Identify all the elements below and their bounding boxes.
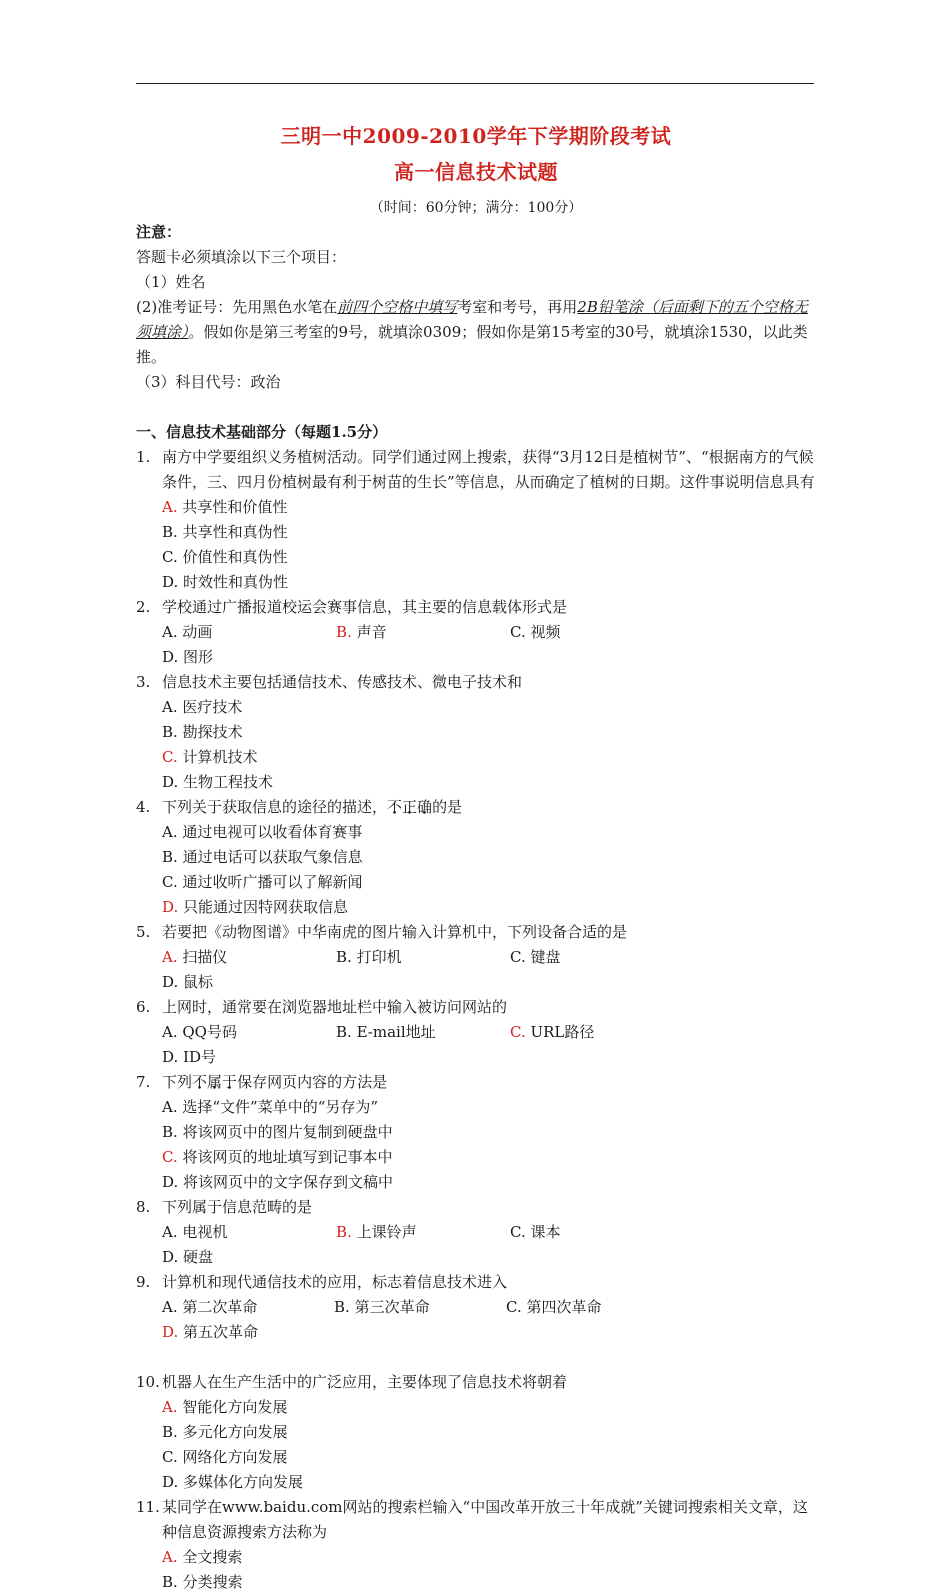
option-key: C. — [162, 873, 178, 891]
question-number: 11. — [136, 1498, 160, 1516]
option-b — [162, 720, 512, 745]
option-list — [136, 1020, 816, 1070]
option-key: C. — [510, 1023, 526, 1041]
option-text: 将该网页中的文字保存到文稿中 — [178, 1173, 394, 1191]
option-text: 计算机技术 — [177, 748, 258, 766]
option-key: D. — [162, 973, 179, 991]
option-c — [510, 945, 684, 970]
option-key: D. — [162, 1048, 179, 1066]
option-text: 时效性和真伪性 — [178, 573, 289, 591]
exam-title: 三明一中2009-2010学年下学期阶段考试 — [280, 124, 672, 148]
option-text: ID号 — [178, 1048, 216, 1066]
option-text: 生物工程技术 — [178, 773, 274, 791]
exam-page — [136, 118, 816, 1595]
question-number: 1. — [136, 448, 151, 466]
exam-time-info: （时间：60分钟；满分：100分） — [369, 200, 583, 216]
option-text: 视频 — [525, 623, 561, 641]
question-list — [136, 445, 816, 1595]
option-a — [162, 1220, 336, 1245]
option-key: A. — [162, 623, 178, 641]
option-key: C. — [510, 948, 526, 966]
option-text: 第二次革命 — [177, 1298, 258, 1316]
option-list — [136, 620, 816, 670]
option-text: 通过收听广播可以了解新闻 — [177, 873, 363, 891]
option-d — [162, 1320, 334, 1345]
option-list — [136, 1220, 816, 1270]
option-text: 将该网页中的图片复制到硬盘中 — [177, 1123, 393, 1141]
option-key: D. — [162, 773, 179, 791]
option-text: 智能化方向发展 — [177, 1398, 288, 1416]
option-key: D. — [162, 573, 179, 591]
option-list — [136, 820, 816, 920]
option-key: B. — [336, 948, 352, 966]
option-text: 鼠标 — [178, 973, 214, 991]
header-rule — [136, 83, 814, 84]
option-d — [162, 970, 336, 995]
option-b — [162, 1420, 512, 1445]
option-text: 医疗技术 — [177, 698, 243, 716]
option-key: D. — [162, 898, 179, 916]
option-list — [136, 695, 816, 795]
option-key: A. — [162, 698, 178, 716]
option-c — [162, 545, 512, 570]
question-text: 信息技术主要包括通信技术、传感技术、微电子技术和 — [162, 673, 523, 691]
option-text: 图形 — [178, 648, 214, 666]
question-emphasis: 不正确 — [387, 798, 433, 816]
option-c — [162, 870, 512, 895]
exam-subtitle: 高一信息技术试题 — [394, 160, 558, 184]
option-text: 共享性和价值性 — [177, 498, 288, 516]
option-key: A. — [162, 948, 178, 966]
option-key: B. — [162, 848, 178, 866]
option-key: A. — [162, 498, 178, 516]
option-key: A. — [162, 1548, 178, 1566]
question-6 — [136, 995, 816, 1070]
option-key: B. — [162, 1573, 178, 1591]
option-d — [162, 570, 512, 595]
notice-item-2-text-a: (2)准考证号：先用黑色水笔在 — [136, 298, 338, 316]
option-key: B. — [334, 1298, 350, 1316]
question-text: 下列属于信息范畴的是 — [162, 1198, 313, 1216]
option-b — [336, 620, 510, 645]
option-d — [162, 1245, 336, 1270]
question-text: 某同学在www.baidu.com网站的搜索栏输入“中国改革开放三十年成就”关键词搜索相关文章，这种信息资源搜索方法称为 — [162, 1498, 808, 1541]
option-a — [162, 945, 336, 970]
option-d — [162, 770, 512, 795]
option-key: C. — [510, 623, 526, 641]
option-key: C. — [162, 1448, 178, 1466]
option-text: 打印机 — [351, 948, 402, 966]
notice-item-2-text-b: 考室和考号，再用 — [457, 298, 578, 316]
notice-item-3: （3）科目代号：政治 — [136, 373, 281, 391]
option-text: 共享性和真伪性 — [177, 523, 288, 541]
option-list — [136, 1295, 816, 1345]
option-text: 价值性和真伪性 — [177, 548, 288, 566]
option-list — [136, 1395, 816, 1495]
question-number: 3. — [136, 673, 151, 691]
question-number: 10. — [136, 1373, 160, 1391]
question-text: 上网时，通常要在浏览器地址栏中输入被访问网站的 — [162, 998, 508, 1016]
question-5 — [136, 920, 816, 995]
question-3 — [136, 670, 816, 795]
option-key: B. — [336, 1023, 352, 1041]
option-text: 上课铃声 — [351, 1223, 417, 1241]
question-text — [162, 1070, 816, 1095]
option-text: 课本 — [525, 1223, 561, 1241]
option-key: C. — [162, 748, 178, 766]
option-c — [162, 1445, 512, 1470]
option-text: 通过电话可以获取气象信息 — [177, 848, 363, 866]
option-key: A. — [162, 1398, 178, 1416]
option-key: D. — [162, 1473, 179, 1491]
question-text-b: 的是 — [432, 798, 463, 816]
option-c — [506, 1295, 678, 1320]
option-d — [162, 895, 512, 920]
option-key: A. — [162, 823, 178, 841]
option-c — [510, 1220, 684, 1245]
option-text: 第五次革命 — [178, 1323, 259, 1341]
option-a — [162, 495, 512, 520]
notice-item-2-underline-2: 2B铅笔涂（后面剩下的五个空格无须填涂） — [136, 298, 808, 341]
option-key: D. — [162, 1173, 179, 1191]
question-number: 5. — [136, 923, 151, 941]
option-text: 将该网页的地址填写到记事本中 — [177, 1148, 393, 1166]
question-text: 南方中学要组织义务植树活动。同学们通过网上搜索，获得“3月12日是植树节”、“根据南方的气候条件，三、四月份植树最有利于树苗的生长”等信息，从而确定了植树的日期。这件事说明信息具有 — [162, 448, 815, 491]
question-text-b: 保存网页内容的方法是 — [237, 1073, 388, 1091]
option-text: 扫描仪 — [177, 948, 228, 966]
option-text: E-mail地址 — [351, 1023, 436, 1041]
option-key: A. — [162, 1098, 178, 1116]
question-text-a: 下列 — [162, 1073, 193, 1091]
option-text: 多元化方向发展 — [177, 1423, 288, 1441]
option-text: 第三次革命 — [349, 1298, 430, 1316]
option-key: D. — [162, 1248, 179, 1266]
option-text: 键盘 — [525, 948, 561, 966]
question-text-a: 下列关于获取信息的途径的描述， — [162, 798, 388, 816]
option-b — [162, 845, 512, 870]
option-key: B. — [162, 1123, 178, 1141]
notice-item-2 — [136, 295, 816, 370]
option-c — [510, 1020, 684, 1045]
option-text: 第四次革命 — [521, 1298, 602, 1316]
option-a — [162, 695, 512, 720]
option-b — [162, 520, 512, 545]
notice-item-2-underline-1: 前四个空格中填写 — [337, 298, 458, 316]
option-c — [510, 620, 684, 645]
option-a — [162, 620, 336, 645]
option-text: QQ号码 — [177, 1023, 237, 1041]
option-list — [136, 945, 816, 995]
option-key: D. — [162, 1323, 179, 1341]
question-number: 8. — [136, 1198, 151, 1216]
question-text: 若要把《动物图谱》中华南虎的图片输入计算机中，下列设备合适的是 — [162, 923, 628, 941]
option-list — [136, 495, 816, 595]
option-text: URL路径 — [525, 1023, 595, 1041]
option-text: 电视机 — [177, 1223, 228, 1241]
option-b — [336, 1220, 510, 1245]
option-text: 多媒体化方向发展 — [178, 1473, 304, 1491]
option-key: A. — [162, 1223, 178, 1241]
question-number: 9. — [136, 1273, 151, 1291]
option-key: C. — [506, 1298, 522, 1316]
option-a — [162, 1020, 336, 1045]
option-text: 网络化方向发展 — [177, 1448, 288, 1466]
question-9 — [136, 1270, 816, 1345]
option-key: D. — [162, 648, 179, 666]
question-2 — [136, 595, 816, 670]
question-4 — [136, 795, 816, 920]
option-b — [162, 1120, 512, 1145]
option-key: A. — [162, 1023, 178, 1041]
option-c — [162, 1145, 512, 1170]
option-text: 硬盘 — [178, 1248, 214, 1266]
question-text: 计算机和现代通信技术的应用，标志着信息技术进入 — [162, 1273, 508, 1291]
question-10 — [136, 1370, 816, 1495]
option-text: 选择“文件”菜单中的“另存为” — [177, 1098, 379, 1116]
option-b — [336, 945, 510, 970]
option-d — [162, 1170, 512, 1195]
option-c — [162, 745, 512, 770]
option-text: 勘探技术 — [177, 723, 243, 741]
option-text: 声音 — [351, 623, 387, 641]
question-number: 4. — [136, 798, 151, 816]
option-a — [162, 1295, 334, 1320]
question-1 — [136, 445, 816, 595]
option-text: 全文搜索 — [177, 1548, 243, 1566]
question-7 — [136, 1070, 816, 1195]
question-number: 2. — [136, 598, 151, 616]
option-key: B. — [162, 1423, 178, 1441]
option-list — [136, 1095, 816, 1195]
option-key: C. — [162, 1148, 178, 1166]
question-number: 6. — [136, 998, 151, 1016]
option-key: B. — [336, 1223, 352, 1241]
option-a — [162, 1545, 512, 1570]
question-emphasis: 不属于 — [192, 1073, 238, 1091]
option-text: 通过电视可以收看体育赛事 — [177, 823, 363, 841]
option-text: 动画 — [177, 623, 213, 641]
option-b — [336, 1020, 510, 1045]
question-11 — [136, 1495, 816, 1595]
option-key: A. — [162, 1298, 178, 1316]
option-d — [162, 1470, 512, 1495]
option-key: B. — [336, 623, 352, 641]
question-number: 7. — [136, 1073, 151, 1091]
question-text — [162, 795, 816, 820]
option-text: 只能通过因特网获取信息 — [178, 898, 349, 916]
option-key: B. — [162, 523, 178, 541]
section-1-heading: 一、信息技术基础部分（每题1.5分） — [136, 423, 388, 441]
question-8 — [136, 1195, 816, 1270]
notice-intro: 答题卡必须填涂以下三个项目： — [136, 248, 347, 266]
question-text: 学校通过广播报道校运会赛事信息，其主要的信息载体形式是 — [162, 598, 568, 616]
option-key: C. — [162, 548, 178, 566]
notice-heading: 注意： — [136, 223, 182, 241]
notice-item-1: （1）姓名 — [136, 273, 206, 291]
question-text: 机器人在生产生活中的广泛应用，主要体现了信息技术将朝着 — [162, 1373, 568, 1391]
option-b — [162, 1570, 512, 1595]
option-a — [162, 1395, 512, 1420]
option-key: B. — [162, 723, 178, 741]
option-d — [162, 645, 336, 670]
notice-item-2-text-c: 。假如你是第三考室的9号，就填涂0309；假如你是第15考室的30号，就填涂1530，以此类推。 — [136, 323, 808, 366]
option-list — [136, 1545, 816, 1595]
option-b — [334, 1295, 506, 1320]
option-text: 分类搜索 — [177, 1573, 243, 1591]
option-d — [162, 1045, 336, 1070]
option-a — [162, 820, 512, 845]
option-key: C. — [510, 1223, 526, 1241]
